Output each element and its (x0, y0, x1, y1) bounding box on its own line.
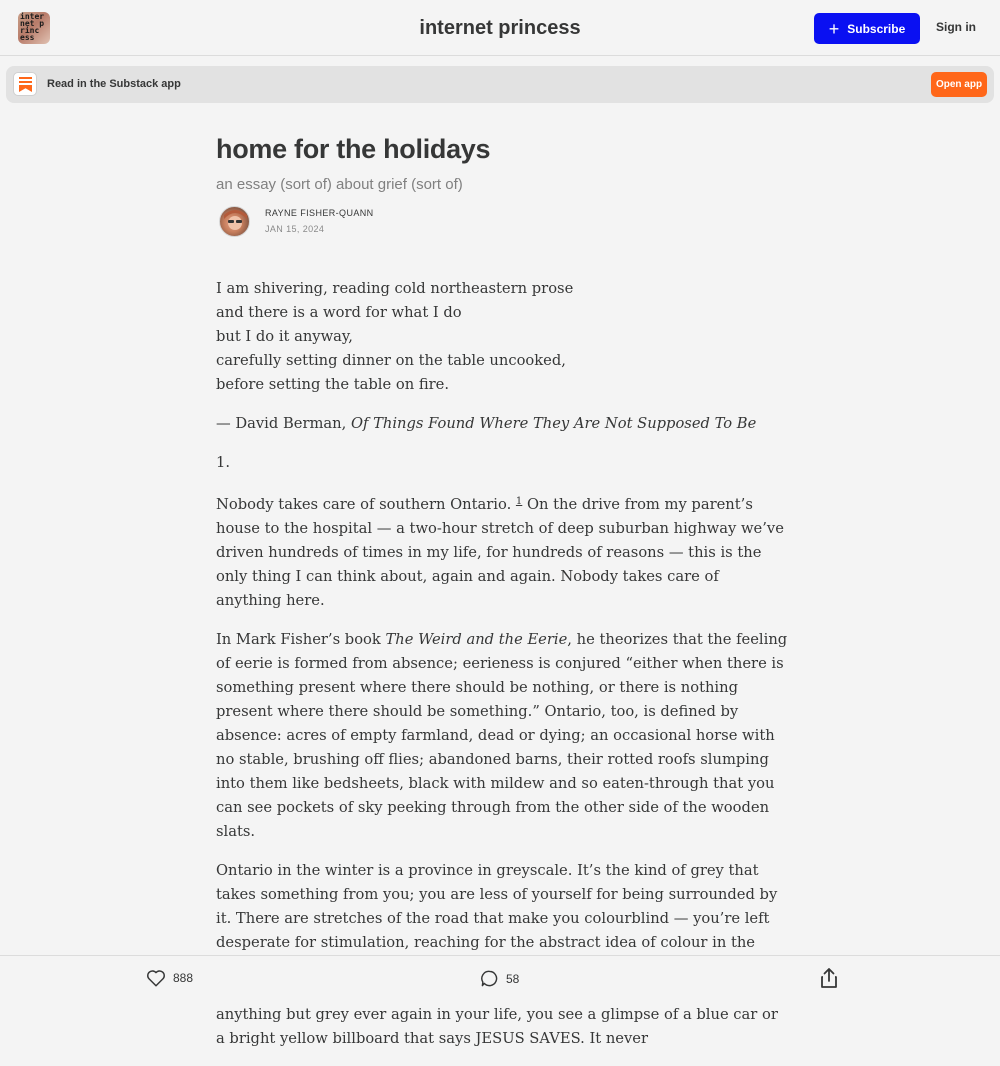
attribution-title: Of Things Found Where They Are Not Supposed To Be (350, 415, 757, 432)
p3-text-a: Ontario in the winter is a province in greyscale. It’s the kind of grey that takes something from you; you are less of yourself for being surrounded by it. There are stretches of the road that make you colourblind — you’re left desperate for stimulation, reaching for the abstract idea of colour in the (216, 862, 778, 951)
poem-line: I am shivering, reading cold northeastern prose (216, 280, 574, 297)
share-button[interactable] (819, 967, 839, 994)
author-name[interactable]: RAYNE FISHER-QUANN (265, 208, 374, 218)
poem-line: and there is a word for what I do (216, 304, 462, 321)
p3-text-c: anything but grey ever again in your life, you see a glimpse of a blue car or a bright yellow billboard that says JESUS SAVES. It never (216, 1006, 778, 1047)
app-banner (6, 66, 994, 103)
logo-text: inter net p rinc ess (20, 12, 45, 42)
paragraph-2 (216, 628, 788, 844)
like-count: 888 (173, 971, 194, 985)
comment-count: 58 (506, 971, 520, 986)
publication-logo[interactable] (18, 12, 50, 44)
top-bar (0, 0, 1000, 56)
share-icon (819, 967, 839, 989)
open-app-button[interactable]: Open app (931, 72, 987, 97)
p1-text-b: On the drive from my parent’s house to the hospital — a two-hour stretch of deep suburban highway we’ve driven hundreds of times in my life, for hundreds of reasons — this is the only thing I can think about, again and again. Nobody takes care of anything here. (216, 496, 784, 609)
comment-button[interactable] (480, 969, 519, 988)
attribution-author: — David Berman, (216, 415, 351, 432)
plus-icon: + (828, 18, 840, 39)
poem-line: before setting the table on fire. (216, 376, 450, 393)
section-number: 1. (216, 454, 231, 471)
poem-line: carefully setting dinner on the table uncooked, (216, 352, 566, 369)
like-button[interactable] (146, 969, 193, 987)
author-avatar[interactable] (219, 206, 250, 237)
epigraph-attribution (216, 412, 788, 436)
comment-icon (480, 969, 499, 988)
heart-icon (146, 969, 166, 987)
footnote-link[interactable]: 1 (515, 496, 523, 507)
p1-text-a: Nobody takes care of southern Ontario. (216, 496, 516, 513)
site-title[interactable]: internet princess (419, 17, 581, 39)
p2-text-a: In Mark Fisher’s book (216, 631, 386, 648)
post-date: JAN 15, 2024 (265, 224, 325, 234)
post-title: home for the holidays (216, 134, 491, 164)
poem-line: but I do it anyway, (216, 328, 353, 345)
app-banner-text: Read in the Substack app (47, 78, 181, 90)
post-body (216, 262, 788, 1066)
bottom-action-bar (0, 955, 1000, 1000)
paragraph-1 (216, 490, 788, 613)
p2-book-title: The Weird and the Eerie (385, 631, 568, 648)
p2-text-b: , he theorizes that the feeling of eerie is formed from absence; eerieness is conjured “either when there is something present where there should be nothing, or there is nothing present where there should be something.” Ontario, too, is defined by absence: acres of empty farmland, dead or dying; an occasional horse with no stable, brushing off flies; abandoned barns, their rotted roofs slumping into them like bedsheets, black with mildew and so eaten-through that you can see pockets of sky peeking through from the other side of the wooden slats. (216, 631, 788, 840)
subscribe-button[interactable] (814, 13, 920, 44)
sign-in-link[interactable]: Sign in (936, 20, 976, 34)
subscribe-label: Subscribe (847, 21, 906, 36)
substack-icon (13, 72, 37, 96)
post-subtitle: an essay (sort of) about grief (sort of) (216, 176, 463, 193)
